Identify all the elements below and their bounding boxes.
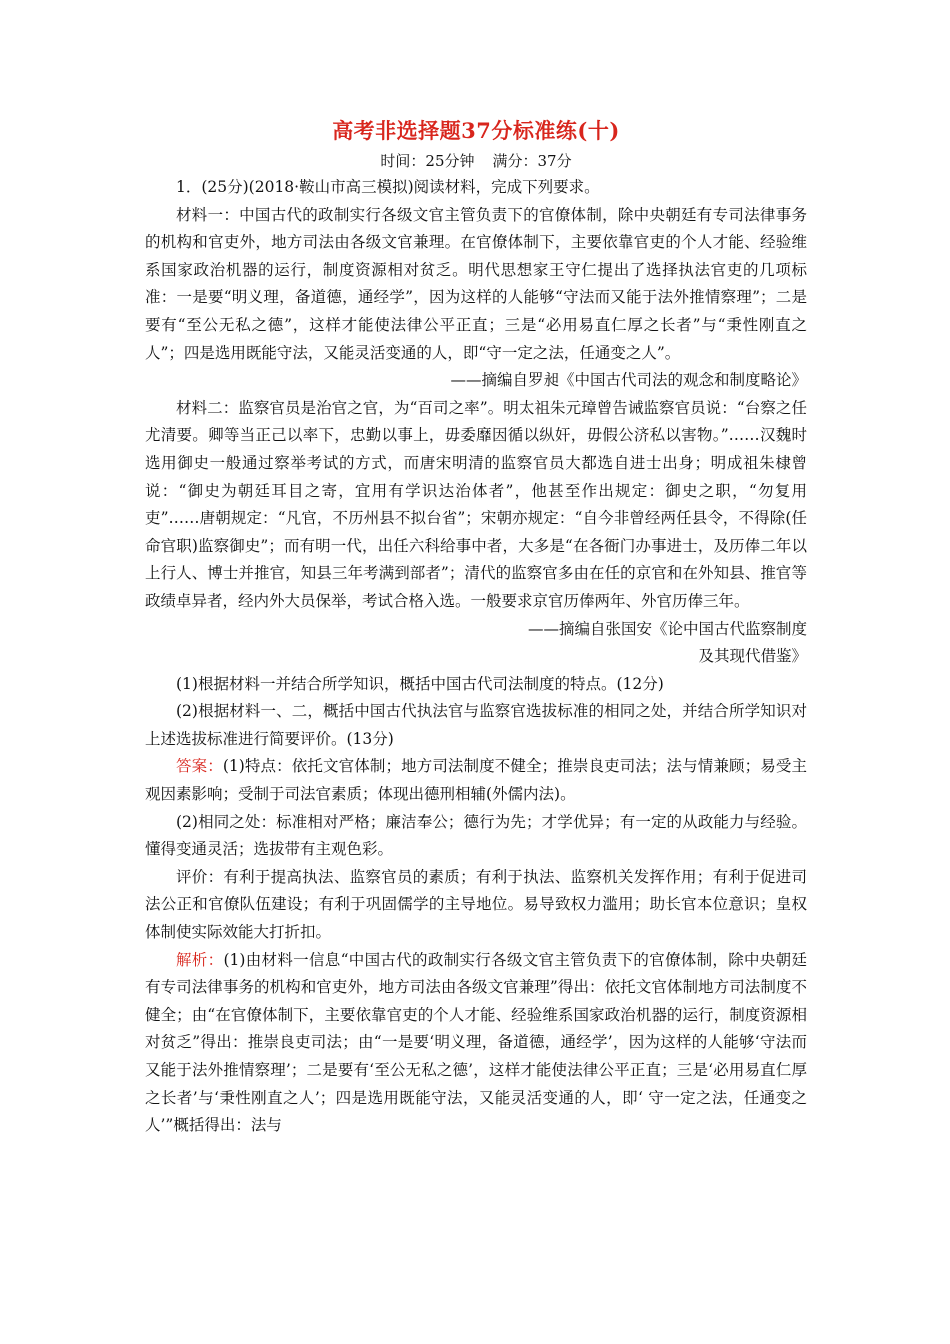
answer-label: 答案： — [176, 757, 223, 776]
material-two-source-line2: 及其现代借鉴》 — [698, 647, 807, 666]
full-score: 满分：37分 — [492, 152, 572, 170]
material-one-source: ——摘编自罗昶《中国古代司法的观念和制度略论》 — [450, 371, 807, 390]
analysis-text: (1)由材料一信息“中国古代的政制实行各级文官主管负责下的官僚体制，除中央朝廷有专司法律事务的机构和官吏外，地方司法由各级文官兼理”得出：依托文官体制地方司法制度不健全；由“在官僚体制下，主要依靠官吏的个人才能、经验维系国家政治机器的运行，制度资源相对贫乏”得出：推崇良吏司法；由“一是要‘明义理，备道德，通经学’，因为这样的人能够‘守法而又能于法外推情察理’；二是要有‘至公无私之德’，这样才能使法律公平正直；三是‘必用易直仁厚之长者’与‘秉性刚直之人’；四是选用既能守法，又能灵活变通的人，即‘ 守一定之法，任通变之人’”概括得出：法与 — [145, 950, 807, 1135]
answer-paragraph-2: (2)相同之处：标准相对严格；廉洁奉公；德行为先；才学优异；有一定的从政能力与经验。懂得变通灵活；选拔带有主观色彩。 — [145, 812, 807, 859]
analysis-paragraph — [145, 947, 807, 1140]
question-stem: 1．(25分)(2018·鞍山市高三模拟)阅读材料，完成下列要求。 — [176, 178, 600, 196]
sub-question-1: (1)根据材料一并结合所学知识，概括中国古代司法制度的特点。(12分) — [176, 674, 664, 693]
sub-question-2: (2)根据材料一、二，概括中国古代执法官与监察官选拔标准的相同之处，并结合所学知识对上述选拔标准进行简要评价。(13分) — [145, 702, 807, 748]
exam-meta — [145, 150, 807, 172]
material-two: 材料二：监察官员是治官之官，为“百司之率”。明太祖朱元璋曾告诫监察官员说：“台察之任尤清要。卿等当正己以率下，忠勤以事上，毋委靡因循以纵奸，毋假公济私以害物。”……汉魏时选用御史一般通过察举考试的方式，而唐宋明清的监察官员大都选自进士出身；明成祖朱棣曾说：“御史为朝廷耳目之寄，宜用有学识达治体者”，他甚至作出规定：御史之职，“勿复用吏”……唐朝规定：“凡官，不历州县不拟台省”；宋朝亦规定：“自今非曾经两任县令，不得除(任命官职)监察御史”；而有明一代，出任六科给事中者，大多是“在各衙门办事进士，及历俸二年以上行人、博士并推官，知县三年考满到部者”；清代的监察官多由在任的京官和在外知县、推官等政绩卓异者，经内外大员保举，考试合格入选。一般要求京官历俸两年、外官历俸三年。 — [145, 398, 807, 610]
document-page — [145, 116, 807, 1140]
answer-text-1: (1)特点：依托文官体制；地方司法制度不健全；推崇良吏司法；法与情兼顾；易受主观因素影响；受制于司法官素质；体现出德刑相辅(外儒内法)。 — [145, 757, 807, 804]
time-limit: 时间：25分钟 — [380, 152, 475, 170]
analysis-label: 解析： — [176, 950, 224, 969]
page-title: 高考非选择题37分标准练(十) — [332, 118, 620, 143]
answer-paragraph-1 — [145, 753, 807, 808]
material-one: 材料一：中国古代的政制实行各级文官主管负责下的官僚体制，除中央朝廷有专司法律事务的机构和官吏外，地方司法由各级文官兼理。在官僚体制下，主要依靠官吏的个人才能、经验维系国家政治机器的运行，制度资源相对贫乏。明代思想家王守仁提出了选择执法官吏的几项标准：一是要“明义理，备道德，通经学”，因为这样的人能够“守法而又能于法外推情察理”；二是要有“至公无私之德”，这样才能使法律公平正直；三是“必用易直仁厚之长者”与“秉性刚直之人”；四是选用既能守法，又能灵活变通的人，即“守一定之法，任通变之人”。 — [145, 205, 807, 362]
material-two-source-line1: ——摘编自张国安《论中国古代监察制度 — [527, 619, 807, 638]
answer-paragraph-3: 评价：有利于提高执法、监察官员的素质；有利于执法、监察机关发挥作用；有利于促进司法公正和官僚队伍建设；有利于巩固儒学的主导地位。易导致权力滥用；助长官本位意识；皇权体制使实际效能大打折扣。 — [145, 867, 807, 942]
